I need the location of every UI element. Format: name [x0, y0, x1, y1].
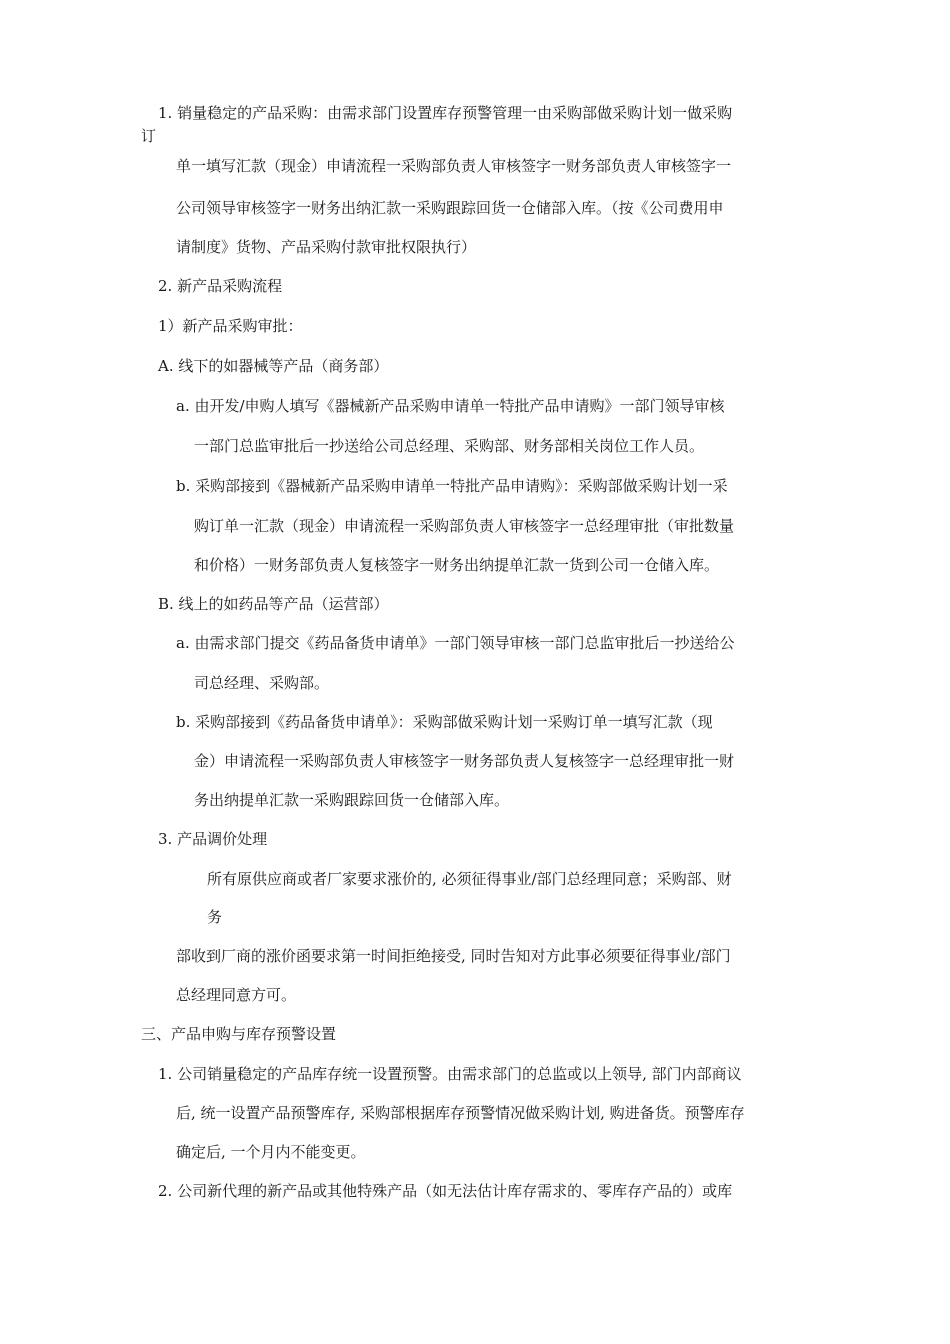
text-line: 2. 公司新代理的新产品或其他特殊产品（如无法估计库存需求的、零库存产品的）或库 — [158, 1182, 733, 1200]
text-line: 务 — [207, 908, 223, 926]
text-line: b. 采购部接到《器械新产品采购申请单一特批产品申请购》：采购部做采购计划一采 — [176, 477, 728, 495]
section-heading: 3. 产品调价处理 — [158, 830, 268, 848]
text-line: 后, 统一设置产品预警库存, 采购部根据库存预警情况做采购计划, 购进备货。预警库存 — [176, 1104, 745, 1122]
subsection-heading: A. 线下的如器械等产品（商务部） — [158, 357, 389, 375]
text-line: 单一填写汇款（现金）申请流程一采购部负责人审核签字一财务部负责人审核签字一 — [176, 157, 732, 175]
chapter-heading: 三、产品申购与库存预警设置 — [141, 1025, 337, 1043]
text-line: 一部门总监审批后一抄送给公司总经理、采购部、财务部相关岗位工作人员。 — [194, 437, 705, 455]
text-line: 1. 公司销量稳定的产品库存统一设置预警。由需求部门的总监或以上领导, 部门内部商议 — [158, 1065, 742, 1083]
text-line: 订 — [141, 127, 157, 145]
text-line: 金）申请流程一采购部负责人审核签字一财务部负责人复核签字一总经理审批一财 — [194, 752, 735, 770]
text-line: 请制度》货物、产品采购付款审批权限执行） — [176, 238, 477, 256]
text-line: 购订单一汇款（现金）申请流程一采购部负责人审核签字一总经理审批（审批数量 — [194, 517, 735, 535]
text-line: 和价格）一财务部负责人复核签字一财务出纳提单汇款一货到公司一仓储入库。 — [194, 556, 720, 574]
subsection-heading: B. 线上的如药品等产品（运营部） — [158, 595, 389, 613]
text-line: b. 采购部接到《药品备货申请单》：采购部做采购计划一采购订单一填写汇款（现 — [176, 713, 713, 731]
section-heading: 2. 新产品采购流程 — [158, 277, 283, 295]
text-line: 司总经理、采购部。 — [194, 674, 330, 692]
text-line: 公司领导审核签字一财务出纳汇款一采购跟踪回货一仓储部入库。（按《公司费用申 — [176, 199, 724, 217]
text-line: a. 由需求部门提交《药品备货申请单》一部门领导审核一部门总监审批后一抄送给公 — [176, 634, 735, 652]
subsection-heading: 1）新产品采购审批： — [158, 317, 303, 335]
text-line: 确定后, 一个月内不能变更。 — [176, 1143, 366, 1161]
text-line: 总经理同意方可。 — [176, 986, 297, 1004]
text-line: 所有原供应商或者厂家要求涨价的, 必须征得事业/部门总经理同意；采购部、财 — [207, 870, 732, 888]
text-line: 务出纳提单汇款一采购跟踪回货一仓储部入库。 — [194, 791, 510, 809]
text-line: 部收到厂商的涨价函要求第一时间拒绝接受, 同时告知对方此事必须要征得事业/部门 — [176, 947, 731, 965]
text-line: 1. 销量稳定的产品采购：由需求部门设置库存预警管理一由采购部做采购计划一做采购 — [158, 104, 733, 122]
text-line: a. 由开发/申购人填写《器械新产品采购申请单一特批产品申请购》一部门领导审核 — [176, 397, 725, 415]
